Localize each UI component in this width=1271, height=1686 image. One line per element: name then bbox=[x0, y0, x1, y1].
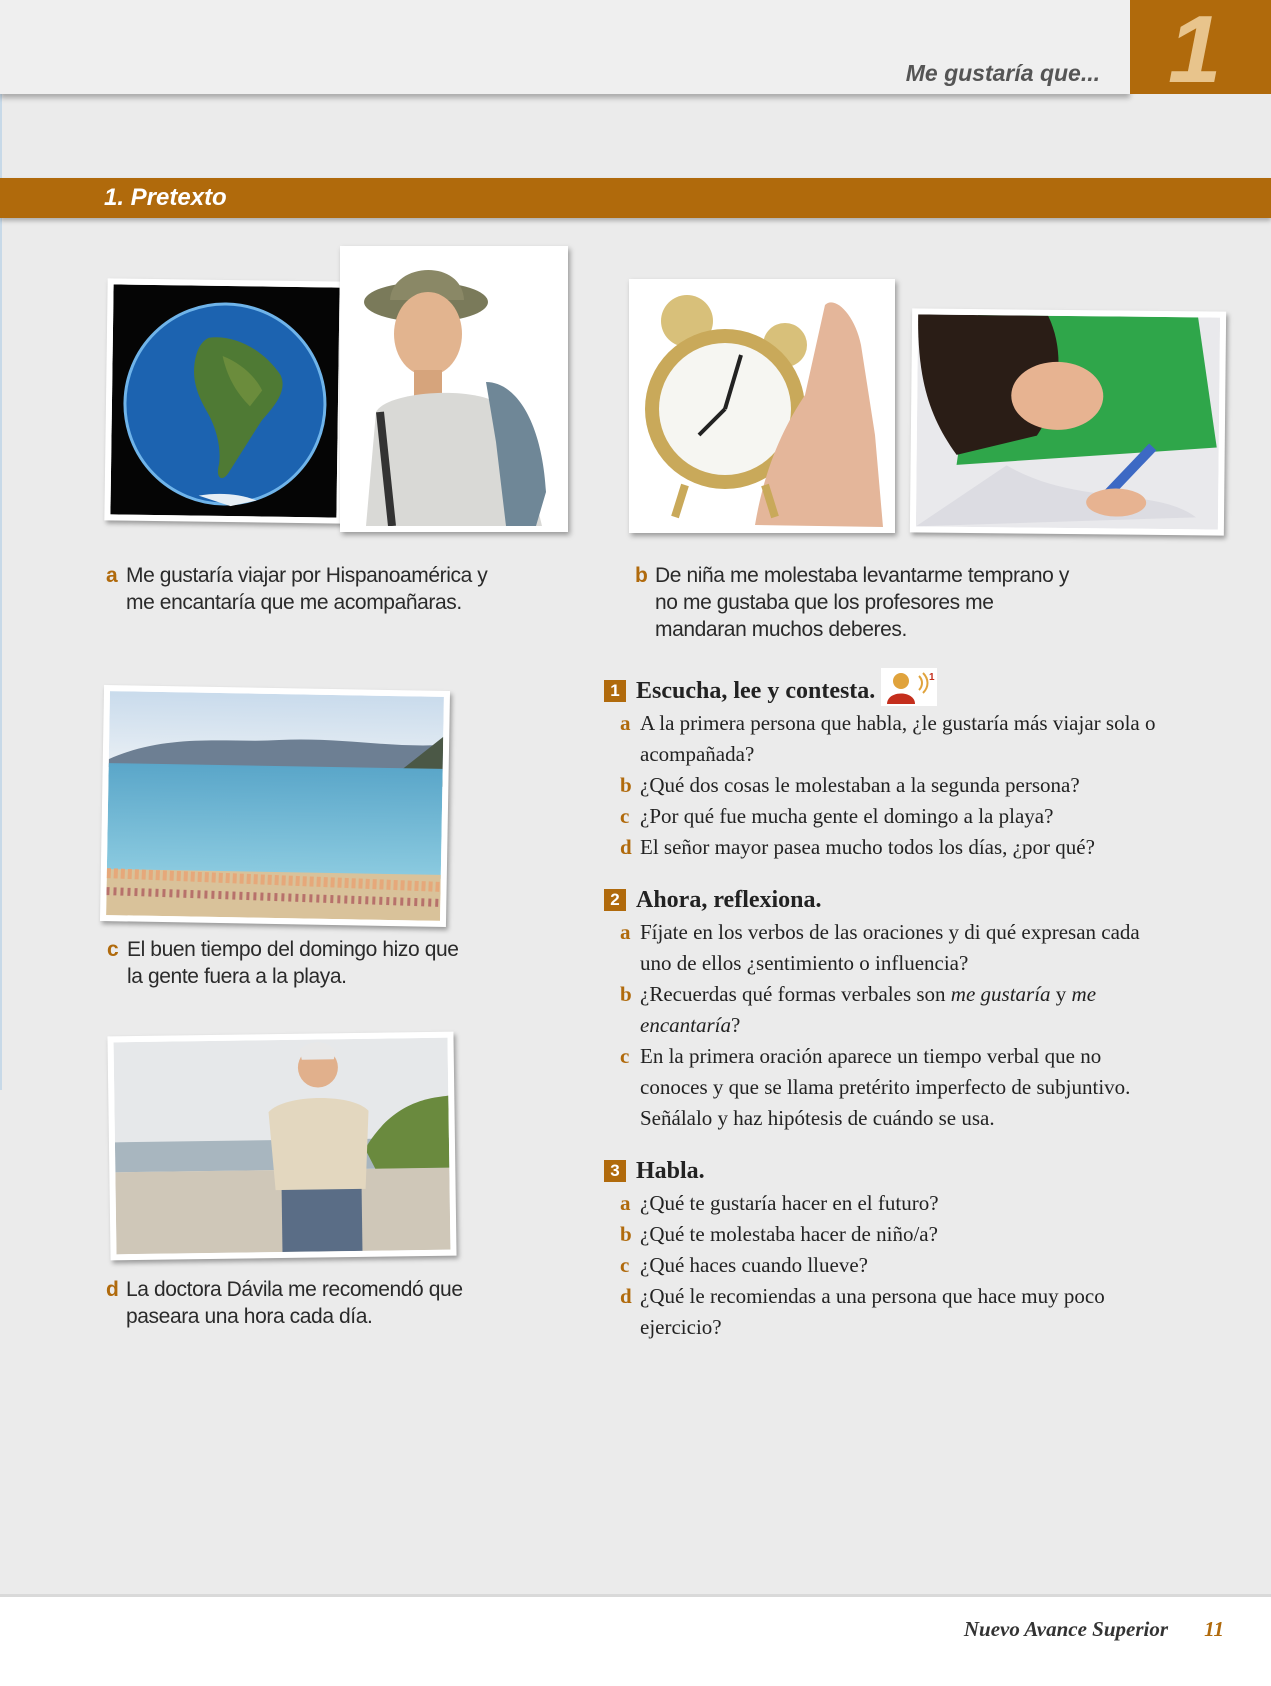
caption-text: El buen tiempo del domingo hizo que la gente fuera a la playa. bbox=[127, 938, 459, 988]
caption-letter: d bbox=[106, 1278, 119, 1301]
exercise-item bbox=[604, 708, 1164, 770]
exercise-item bbox=[604, 1041, 1164, 1134]
exercise-item bbox=[604, 1188, 1164, 1219]
item-letter: b bbox=[620, 982, 632, 1006]
chapter-number: 1 bbox=[1168, 0, 1222, 103]
section-title: 1. Pretexto bbox=[104, 184, 227, 211]
exercise-item bbox=[604, 1250, 1164, 1281]
item-text-part: y bbox=[1050, 982, 1072, 1006]
page-number: 11 bbox=[1204, 1617, 1224, 1641]
caption-letter: c bbox=[107, 938, 119, 961]
exercise-3 bbox=[604, 1156, 1164, 1343]
caption-c bbox=[107, 936, 467, 990]
exercise-header bbox=[604, 885, 1164, 915]
caption-letter: b bbox=[635, 564, 648, 587]
photo-traveler bbox=[340, 246, 568, 532]
item-text-part: ¿Recuerdas qué formas verbales son bbox=[640, 982, 951, 1006]
exercise-1 bbox=[604, 672, 1164, 863]
section-bar bbox=[0, 178, 1271, 218]
audio-track-icon[interactable] bbox=[881, 668, 937, 706]
exercise-title: Habla. bbox=[636, 1157, 705, 1184]
caption-letter: a bbox=[106, 564, 118, 587]
item-text: ¿Qué le recomiendas a una persona que hace muy poco ejercicio? bbox=[640, 1284, 1105, 1339]
exercise-title: Escucha, lee y contesta. bbox=[636, 677, 876, 704]
photo-alarm-clock bbox=[629, 279, 895, 533]
item-text: ¿Qué te molestaba hacer de niño/a? bbox=[640, 1222, 938, 1246]
caption-text: La doctora Dávila me recomendó que paseara una hora cada día. bbox=[126, 1278, 463, 1328]
photo-globe bbox=[104, 278, 345, 523]
exercise-number: 3 bbox=[604, 1160, 626, 1182]
exercise-item bbox=[604, 801, 1164, 832]
exercise-header bbox=[604, 672, 1164, 706]
exercise-item bbox=[604, 1281, 1164, 1343]
exercise-item bbox=[604, 770, 1164, 801]
caption-d bbox=[106, 1276, 486, 1330]
exercise-2 bbox=[604, 885, 1164, 1134]
italic-verb-form: me encantaría bbox=[640, 982, 1097, 1037]
item-letter: b bbox=[620, 1222, 632, 1246]
item-text: En la primera oración aparece un tiempo verbal que no conoces y que se llama pretérito imperfecto de subjuntivo. Señálalo y haz hipótesis de cuándo se usa. bbox=[640, 1044, 1131, 1130]
item-letter: b bbox=[620, 773, 632, 797]
page-edge-stripe bbox=[0, 0, 2, 1090]
page-header bbox=[0, 0, 1130, 94]
exercise-item bbox=[604, 1219, 1164, 1250]
exercises bbox=[604, 672, 1164, 1365]
photo-beach bbox=[100, 685, 450, 927]
item-text: ¿Qué haces cuando llueve? bbox=[640, 1253, 868, 1277]
book-title: Nuevo Avance Superior bbox=[963, 1617, 1168, 1641]
caption-text: De niña me molestaba levantarme temprano y no me gustaba que los profesores me mandaran muchos deberes. bbox=[655, 564, 1069, 641]
item-letter: d bbox=[620, 1284, 632, 1308]
chapter-tab bbox=[1130, 0, 1271, 103]
item-text: Fíjate en los verbos de las oraciones y di qué expresan cada uno de ellos ¿sentimiento o influencia? bbox=[640, 920, 1140, 975]
item-text bbox=[638, 979, 1164, 1041]
exercise-item bbox=[604, 979, 1164, 1041]
item-letter: c bbox=[620, 1253, 630, 1277]
exercise-number: 2 bbox=[604, 889, 626, 911]
item-text: ¿Qué te gustaría hacer en el futuro? bbox=[640, 1191, 939, 1215]
item-letter: a bbox=[620, 920, 631, 944]
item-letter: a bbox=[620, 1191, 631, 1215]
item-text: ¿Qué dos cosas le molestaban a la segunda persona? bbox=[640, 773, 1080, 797]
item-text: El señor mayor pasea mucho todos los días, ¿por qué? bbox=[640, 835, 1095, 859]
item-text: A la primera persona que habla, ¿le gustaría más viajar sola o acompañada? bbox=[640, 711, 1156, 766]
caption-b bbox=[635, 562, 1085, 643]
exercise-number: 1 bbox=[604, 680, 626, 702]
exercise-item bbox=[604, 832, 1164, 863]
exercise-header bbox=[604, 1156, 1164, 1186]
exercise-title: Ahora, reflexiona. bbox=[636, 886, 822, 913]
item-letter: c bbox=[620, 804, 630, 828]
caption-a bbox=[106, 562, 516, 616]
audio-track-number: 1 bbox=[929, 672, 935, 683]
exercise-item bbox=[604, 917, 1164, 979]
item-text: ¿Por qué fue mucha gente el domingo a la playa? bbox=[640, 804, 1054, 828]
photo-elderly-man bbox=[107, 1032, 456, 1261]
page-footer bbox=[0, 1594, 1271, 1686]
caption-text: Me gustaría viajar por Hispanoamérica y me encantaría que me acompañaras. bbox=[126, 564, 488, 614]
item-letter: a bbox=[620, 711, 631, 735]
photo-girl-writing bbox=[910, 308, 1226, 535]
chapter-running-title: Me gustaría que... bbox=[905, 60, 1100, 86]
italic-verb-form: me gustaría bbox=[950, 982, 1051, 1006]
item-letter: c bbox=[620, 1044, 630, 1068]
item-letter: d bbox=[620, 835, 632, 859]
item-text-part: ? bbox=[730, 1013, 741, 1037]
